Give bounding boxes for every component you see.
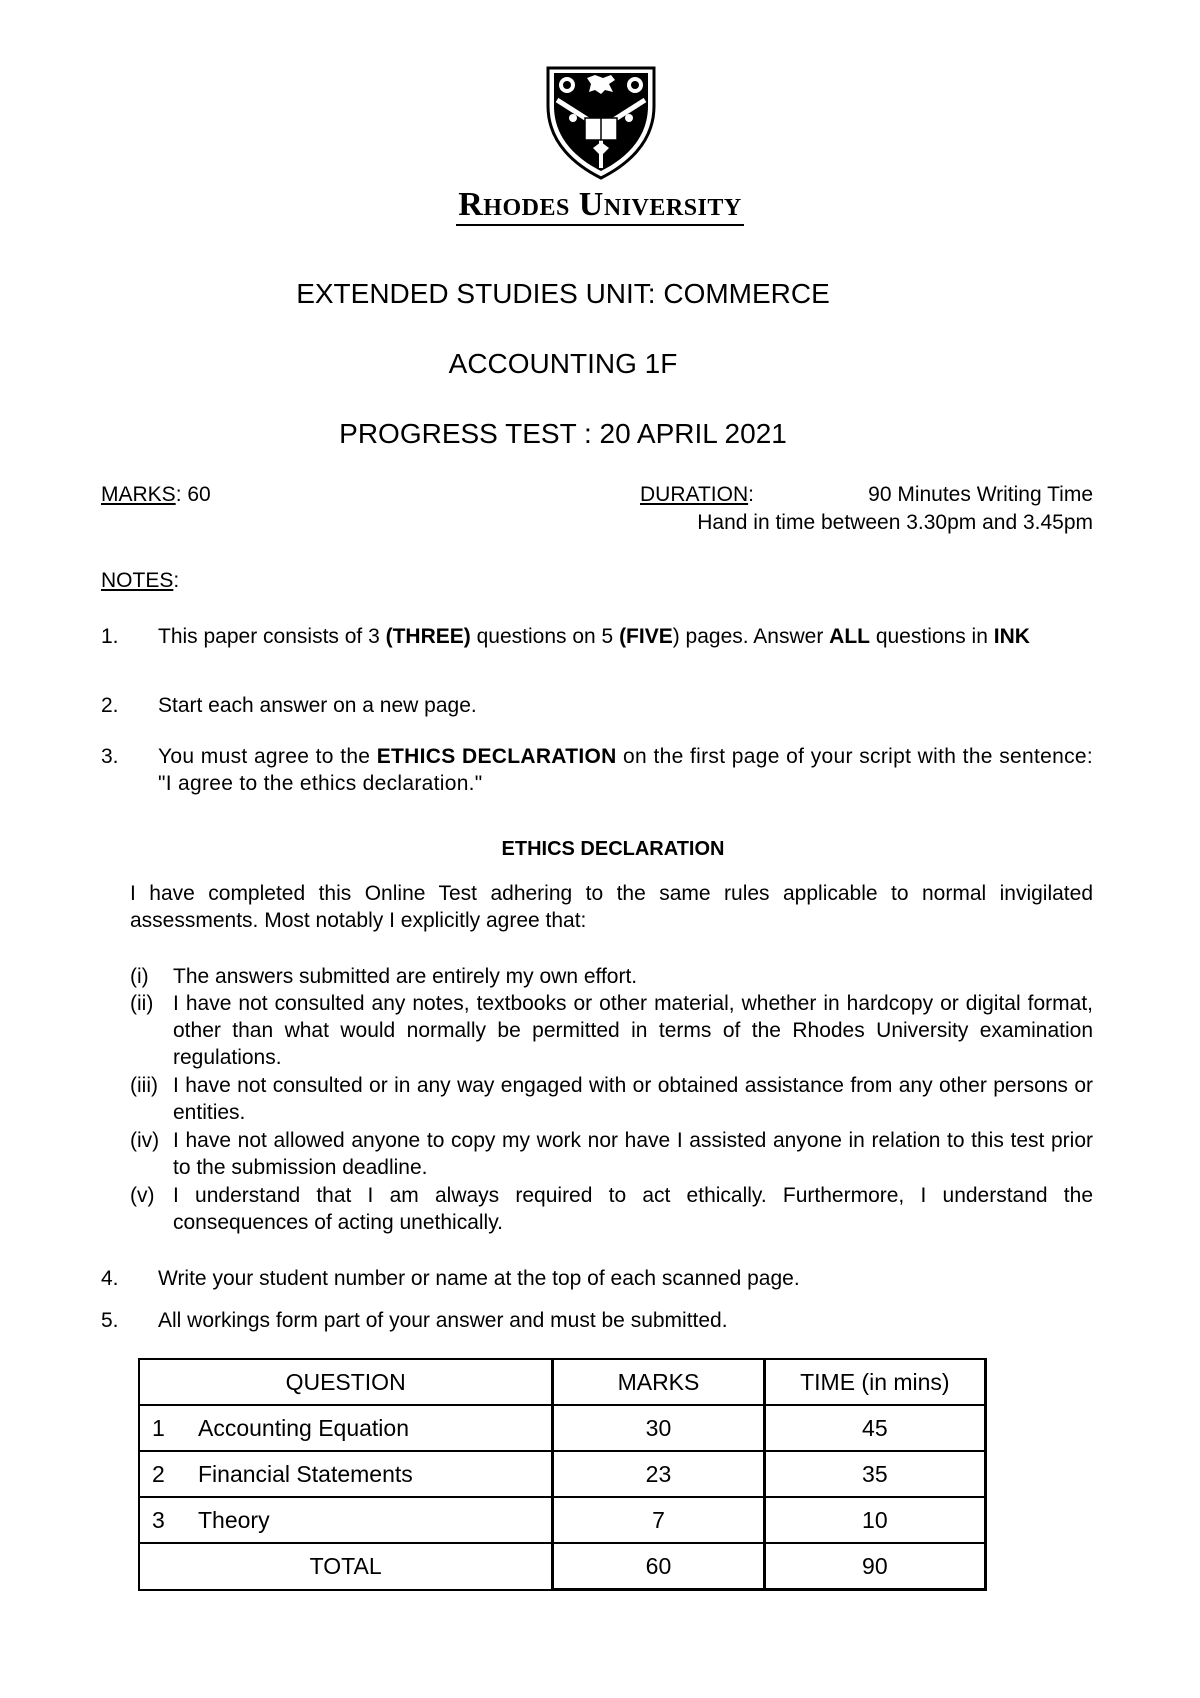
- ethics-item-label: (v): [130, 1184, 155, 1207]
- time-cell: 10: [764, 1497, 985, 1543]
- ethics-item: I have not allowed anyone to copy my work nor have I assisted anyone in relation to this test prior to the submission deadline.: [173, 1129, 1093, 1179]
- marks-cell: 23: [553, 1451, 764, 1497]
- university-name-logo: Rhodes University: [0, 186, 1200, 224]
- ethics-item: I understand that I am always required to act ethically. Furthermore, I understand the consequences of acting unethically.: [173, 1184, 1093, 1234]
- hand-in-time: Hand in time between 3.30pm and 3.45pm: [697, 511, 1093, 534]
- time-cell: 45: [764, 1405, 985, 1451]
- university-crest-logo: [545, 66, 657, 180]
- ethics-item: I have not consulted or in any way engaged with or obtained assistance from any other persons or entities.: [173, 1074, 1093, 1124]
- question-cell: 2 Financial Statements: [139, 1451, 553, 1497]
- table-header: TIME (in mins): [764, 1359, 985, 1405]
- note-number: 4.: [101, 1267, 119, 1290]
- question-cell: 1 Accounting Equation: [139, 1405, 553, 1451]
- table-header: QUESTION: [139, 1359, 553, 1405]
- ethics-item-label: (iii): [130, 1074, 158, 1097]
- table-row: [139, 1497, 986, 1543]
- note-3: You must agree to the ETHICS DECLARATION on the first page of your script with the sentence: "I agree to the ethics declaration.": [158, 745, 1093, 795]
- note-2: Start each answer on a new page.: [158, 694, 477, 717]
- table-total-row: [139, 1543, 986, 1590]
- note-number: 2.: [101, 694, 119, 717]
- ethics-heading: ETHICS DECLARATION: [501, 838, 725, 860]
- note-4: Write your student number or name at the top of each scanned page.: [158, 1267, 800, 1290]
- ethics-item-label: (iv): [130, 1129, 160, 1152]
- ethics-item: I have not consulted any notes, textbooks or other material, whether in hardcopy or digital format, other than what would normally be permitted in terms of the Rhodes University examination regulations.: [173, 992, 1093, 1069]
- table-header: MARKS: [553, 1359, 764, 1405]
- duration-value: 90 Minutes Writing Time: [868, 483, 1093, 506]
- total-marks: 60: [553, 1543, 764, 1590]
- note-number: 3.: [101, 745, 119, 768]
- note-number: 5.: [101, 1309, 119, 1332]
- table-header-row: [139, 1359, 986, 1405]
- duration-label: DURATION:: [640, 483, 754, 506]
- note-number: 1.: [101, 625, 119, 648]
- note-5: All workings form part of your answer and must be submitted.: [158, 1309, 728, 1332]
- ethics-item: The answers submitted are entirely my own effort.: [173, 965, 638, 988]
- question-cell: 3 Theory: [139, 1497, 553, 1543]
- note-1: This paper consists of 3 (THREE) questions on 5 (FIVE) pages. Answer ALL questions in INK: [158, 625, 1030, 648]
- test-title: PROGRESS TEST : 20 APRIL 2021: [339, 418, 787, 449]
- ethics-item-label: (i): [130, 965, 149, 988]
- table-row: [139, 1405, 986, 1451]
- question-marks-table: [138, 1358, 987, 1591]
- marks-cell: 30: [553, 1405, 764, 1451]
- ethics-intro: I have completed this Online Test adhering to the same rules applicable to normal invigilated assessments. Most notably I explicitly agree that:: [130, 882, 1093, 932]
- time-cell: 35: [764, 1451, 985, 1497]
- course-title: ACCOUNTING 1F: [448, 348, 678, 379]
- table-row: [139, 1451, 986, 1497]
- total-label: TOTAL: [139, 1543, 553, 1590]
- unit-title: EXTENDED STUDIES UNIT: COMMERCE: [296, 278, 830, 309]
- ethics-item-label: (ii): [130, 992, 154, 1015]
- marks-info: MARKS: 60: [101, 483, 211, 506]
- notes-heading: NOTES:: [101, 569, 180, 592]
- marks-cell: 7: [553, 1497, 764, 1543]
- total-time: 90: [764, 1543, 985, 1590]
